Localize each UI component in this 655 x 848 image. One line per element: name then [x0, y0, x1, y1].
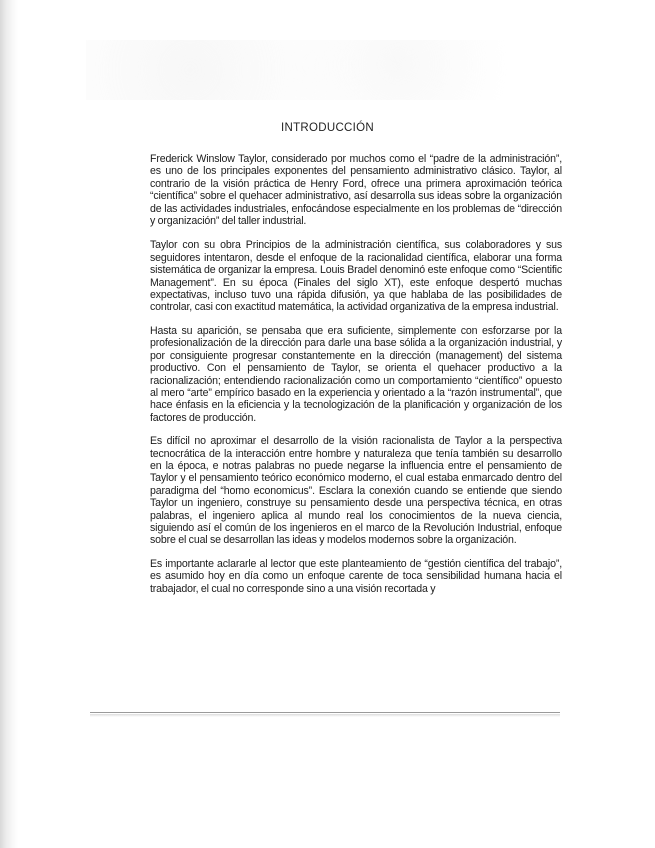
paragraph-3: Hasta su aparición, se pensaba que era suficiente, simplemente con esforzarse por la profesionalización de la dirección para darle una base sólida a la organización industrial, y por consiguiente progresar constantemente en la dirección (management) del sistema productivo. Con el pensamiento de Taylor, se orienta el quehacer productivo a la racionalización; entendiendo racionalización como un comportamiento “científico” opuesto al mero “arte” empírico basado en la experiencia y orientado a la “razón instrumental”, que hace énfasis en la eficiencia y la tecnologización de la planificación y organización de los factores de producción.: [150, 324, 562, 424]
paragraph-5: Es importante aclararle al lector que este planteamiento de “gestión científica del trabajo”, es asumido hoy en día como un enfoque carente de toca sensibilidad humana hacia el trabajador, el cual no corresponde sino a una visión recortada y: [150, 557, 562, 595]
scan-texture: [86, 40, 606, 100]
page-title: INTRODUCCIÓN: [280, 122, 375, 134]
document-body: [150, 153, 562, 606]
page-bottom-edge: [90, 712, 560, 713]
paragraph-1: Frederick Winslow Taylor, considerado por muchos como el “padre de la administración”, es uno de los principales exponentes del pensamiento administrativo clásico. Taylor, al contrario de la visión práctica de Henry Ford, ofrece una primera aproximación teórica “científica” sobre el quehacer administrativo, así desarrolla sus ideas sobre la organización de las actividades industriales, enfocándose especialmente en los problemas de “dirección y organización” del taller industrial.: [150, 153, 562, 228]
page-bottom-shadow: [90, 714, 560, 717]
paragraph-4: Es difícil no aproximar el desarrollo de la visión racionalista de Taylor a la perspectiva tecnocrática de la interacción entre hombre y naturaleza que tenía también su desarrollo en la época, e notras palabras no puede negarse la influencia entre el pensamiento de Taylor y el pensamiento teórico económico moderno, el cual estaba enmarcado dentro del paradigma del “homo economicus”. Esclara la conexión cuando se entiende que siendo Taylor un ingeniero, construye su pensamiento desde una perspectiva técnica, en otras palabras, el ingeniero aplica al mundo real los conocimientos de la nueva ciencia, siguiendo así el común de los ingenieros en el marco de la Revolución Industrial, enfoque sobre el cual se desarrollan las ideas y modelos modernos sobre la organización.: [150, 435, 562, 547]
paragraph-2: Taylor con su obra Principios de la administración científica, sus colaboradores y sus seguidores intentaron, desde el enfoque de la racionalidad científica, elaborar una forma sistemática de organizar la empresa. Louis Bradel denominó este enfoque como “Scientific Management”. En su época (Finales del siglo XT), este enfoque despertó muchas expectativas, incluso tuvo una rápida difusión, ya que hablaba de las posibilidades de controlar, casi con exactitud matemática, la actividad organizativa de la empresa industrial.: [150, 239, 562, 314]
